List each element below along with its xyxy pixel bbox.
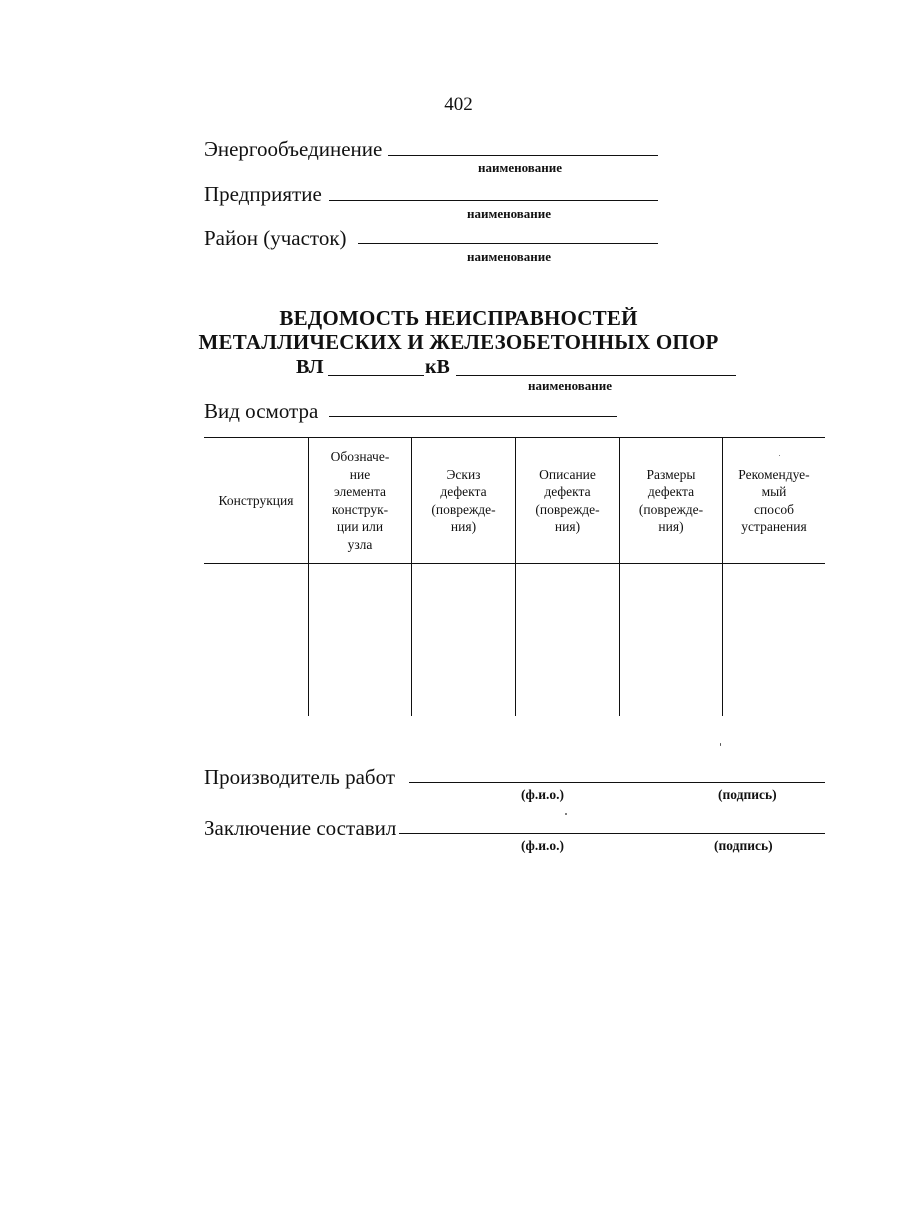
works-manager-line[interactable] xyxy=(409,782,825,783)
enterprise-line[interactable] xyxy=(329,200,658,201)
conclusion-author-line[interactable] xyxy=(399,833,825,834)
vl-name-line[interactable] xyxy=(456,375,736,376)
column-header-recommended-fix: Рекомендуе- мый способ устранения xyxy=(738,466,810,534)
page-number: 402 xyxy=(444,94,473,115)
enterprise-label: Предприятие xyxy=(204,182,322,206)
works-manager-fio-caption: (ф.и.о.) xyxy=(521,787,564,802)
column-header-defect-size: Размеры дефекта (поврежде- ния) xyxy=(638,466,704,534)
column-header-element-designation: Обозначе- ние элемента конструк- ции или узла xyxy=(330,449,390,552)
vl-caption: наименование xyxy=(528,378,613,393)
document-title-line-1: ВЕДОМОСТЬ НЕИСПРАВНОСТЕЙ xyxy=(279,306,638,330)
district-label: Район (участок) xyxy=(204,226,347,250)
vl-label: ВЛ xyxy=(296,356,324,378)
inspection-type-line[interactable] xyxy=(329,416,617,417)
vl-voltage-line[interactable] xyxy=(328,375,424,376)
energy-association-label: Энергообъединение xyxy=(204,137,383,161)
scan-speck xyxy=(720,743,721,746)
works-manager-signature-caption: (подпись) xyxy=(718,787,777,802)
district-line[interactable] xyxy=(358,243,658,244)
conclusion-author-signature-caption: (подпись) xyxy=(714,838,773,853)
column-header-defect-description: Описание дефекта (поврежде- ния) xyxy=(535,466,600,534)
kv-label: кВ xyxy=(425,356,450,378)
works-manager-label: Производитель работ xyxy=(204,765,395,789)
energy-association-line[interactable] xyxy=(388,155,658,156)
document-title-line-2: МЕТАЛЛИЧЕСКИХ И ЖЕЛЕЗОБЕТОННЫХ ОПОР xyxy=(198,330,719,354)
district-caption: наименование xyxy=(467,249,552,264)
scan-speck xyxy=(565,813,567,815)
table-body-entry-area[interactable] xyxy=(204,564,825,716)
column-header-defect-sketch: Эскиз дефекта (поврежде- ния) xyxy=(431,466,496,534)
column-header-construction: Конструкция xyxy=(218,492,294,508)
inspection-type-label: Вид осмотра xyxy=(204,399,319,423)
conclusion-author-label: Заключение составил xyxy=(204,816,397,840)
scan-speck xyxy=(779,455,780,456)
energy-association-caption: наименование xyxy=(478,160,563,175)
enterprise-caption: наименование xyxy=(467,206,552,221)
conclusion-author-fio-caption: (ф.и.о.) xyxy=(521,838,564,853)
